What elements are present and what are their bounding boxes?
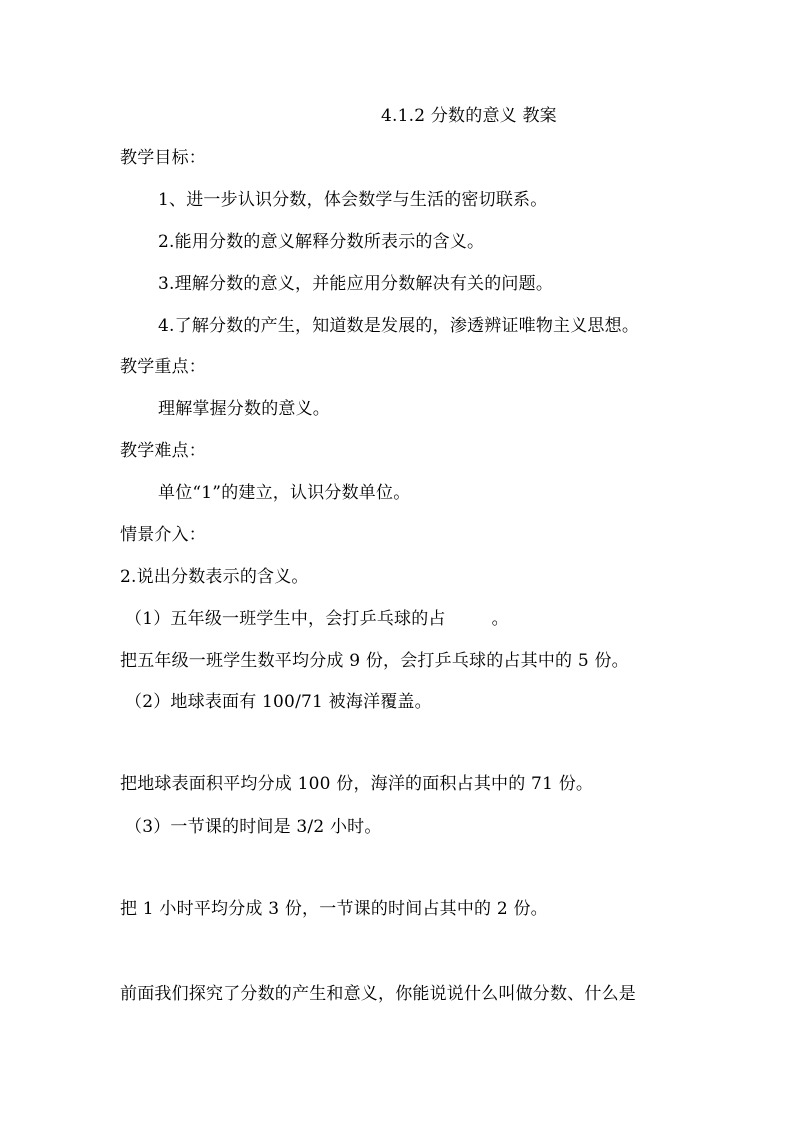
key-points-text: 理解掌握分数的意义。 <box>158 399 330 419</box>
intro-heading: 情景介入： <box>120 525 206 545</box>
closing-paragraph: 前面我们探究了分数的产生和意义，你能说说什么叫做分数、什么是 <box>120 984 636 1004</box>
difficulties-text: 单位“1”的建立，认识分数单位。 <box>158 483 411 503</box>
objectives-heading: 教学目标： <box>120 148 206 168</box>
intro-item: 2.说出分数表示的含义。 <box>120 567 309 587</box>
example-1-answer: 把五年级一班学生数平均分成 9 份，会打乒乓球的占其中的 5 份。 <box>120 651 629 671</box>
objective-item: 3.理解分数的意义，并能应用分数解决有关的问题。 <box>158 274 554 294</box>
example-2: （2）地球表面有 100/71 被海洋覆盖。 <box>125 692 432 712</box>
example-1-suffix: 。 <box>491 609 509 629</box>
example-1 <box>125 608 509 630</box>
example-3: （3）一节课的时间是 3/2 小时。 <box>125 817 382 837</box>
key-points-heading: 教学重点： <box>120 357 206 377</box>
example-1-prefix: （1）五年级一班学生中，会打乒乓球的占 <box>125 609 446 629</box>
example-3-answer: 把 1 小时平均分成 3 份，一节课的时间占其中的 2 份。 <box>120 899 548 919</box>
example-2-answer: 把地球表面积平均分成 100 份，海洋的面积占其中的 71 份。 <box>120 774 594 794</box>
objective-item: 1、进一步认识分数，体会数学与生活的密切联系。 <box>158 190 548 210</box>
objective-item: 2.能用分数的意义解释分数所表示的含义。 <box>158 232 485 252</box>
objective-item: 4.了解分数的产生，知道数是发展的，渗透辨证唯物主义思想。 <box>158 316 640 336</box>
document-title: 4.1.2 分数的意义 教案 <box>381 106 557 126</box>
difficulties-heading: 教学难点： <box>120 441 206 461</box>
